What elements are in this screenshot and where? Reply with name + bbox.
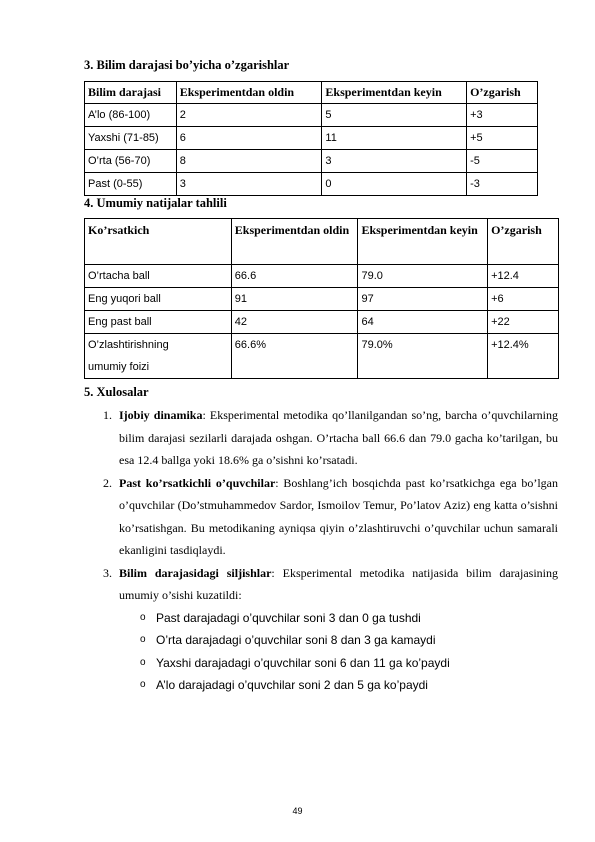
column-header: Eksperimentdan oldin [176, 82, 322, 104]
table-cell: 6 [176, 127, 322, 150]
table-cell: A’lo (86-100) [85, 104, 177, 127]
table-cell: O’rtacha ball [85, 265, 232, 288]
item-title: Bilim darajasidagi siljishlar [119, 565, 272, 580]
item-text: : Boshlang’ich bosqichda past ko’rsatkichga ega bo’lgan o’quvchilar (Do’stmuhammedov Sardor, Ismoilov Temur, Po’latov Aziz) eng katta o’sishni ko’rsatishgan. Bu metodikaning ayniqsa qiyin o’zlashtiruvchi o’quvchilar uchun samarali ekanligini tasdiqlaydi. [119, 475, 559, 557]
knowledge-level-table [84, 81, 538, 196]
table-cell: 5 [322, 104, 467, 127]
list-number: 2. [103, 475, 112, 490]
table-cell: 79.0% [358, 334, 488, 379]
conclusions-list [84, 404, 558, 697]
sub-item-text: O’rta darajadagi o’quvchilar soni 8 dan 3 ga kamaydi [156, 633, 436, 647]
table-cell: 91 [231, 288, 358, 311]
table-cell: 42 [231, 311, 358, 334]
table-cell: 79.0 [358, 265, 488, 288]
circle-bullet-icon: o [140, 679, 146, 690]
table-cell: +3 [467, 104, 538, 127]
table-row [85, 127, 538, 150]
item-title: Past ko’rsatkichli o’quvchilar [119, 475, 276, 490]
table-cell: 66.6% [231, 334, 358, 379]
table-cell: 97 [358, 288, 488, 311]
item-text: : Eksperimental metodika natijasida bilim darajasining umumiy o’sishi kuzatildi: [119, 565, 559, 602]
table-row [85, 173, 538, 196]
table-row [85, 150, 538, 173]
column-header: O’zgarish [467, 82, 538, 104]
column-header: Eksperimentdan oldin [231, 219, 358, 265]
table-cell: 3 [322, 150, 467, 173]
item-title: Ijobiy dinamika [119, 408, 203, 422]
column-header: Ko’rsatkich [85, 219, 232, 265]
column-header: Bilim darajasi [85, 82, 177, 104]
column-header: O’zgarish [488, 219, 559, 265]
sub-list-item [84, 629, 558, 652]
circle-bullet-icon: o [140, 656, 146, 668]
table-cell: 8 [176, 150, 322, 173]
table-cell: 2 [176, 104, 322, 127]
sub-list-item [84, 607, 558, 630]
list-number: 3. [103, 565, 112, 580]
table-cell: +12.4 [488, 265, 559, 288]
column-header: Eksperimentdan keyin [358, 219, 488, 265]
sub-list-item [84, 674, 558, 697]
table-cell: 3 [176, 173, 322, 196]
list-item [84, 472, 558, 562]
circle-bullet-icon: o [140, 611, 146, 623]
table-cell: -3 [467, 173, 538, 196]
table-cell: 64 [358, 311, 488, 334]
table-header-row [85, 219, 559, 265]
table-cell: +12.4% [488, 334, 559, 379]
item-text: : Eksperimental metodika qo’llanilgandan so’ng, barcha o’quvchilarning bilim darajasi sezilarli darajada oshgan. O’rtacha ball 66.6 dan 79.0 gacha ko’tarilgan, bu esa 12.4 ballga yoki 18.6% ga o’sishni ko’rsatadi. [119, 408, 558, 467]
table-row [85, 104, 538, 127]
list-item [84, 404, 558, 472]
sub-list-item [84, 652, 558, 675]
table-cell: O’rta (56-70) [85, 150, 177, 173]
sub-item-text: A’lo darajadagi o’quvchilar soni 2 dan 5 ga ko’paydi [156, 678, 428, 692]
section3-heading: 3. Bilim darajasi bo’yicha o’zgarishlar [84, 58, 290, 72]
sub-item-text: Past darajadagi o’quvchilar soni 3 dan 0 ga tushdi [156, 610, 421, 625]
table-cell: 0 [322, 173, 467, 196]
table-cell: Yaxshi (71-85) [85, 127, 177, 150]
table-cell: O’zlashtirishning umumiy foizi [85, 334, 232, 379]
table-cell: Eng past ball [85, 311, 232, 334]
sub-item-text: Yaxshi darajadagi o’quvchilar soni 6 dan 11 ga ko’paydi [156, 655, 450, 670]
table-cell: +22 [488, 311, 559, 334]
table-row [85, 265, 559, 288]
table-cell: +5 [467, 127, 538, 150]
table-cell: +6 [488, 288, 559, 311]
table-cell: -5 [467, 150, 538, 173]
table-cell: Eng yuqori ball [85, 288, 232, 311]
table-cell: 11 [322, 127, 467, 150]
list-number: 1. [103, 408, 112, 422]
overall-results-table [84, 218, 559, 379]
table-cell: 66.6 [231, 265, 358, 288]
table-row [85, 288, 559, 311]
section4-heading: 4. Umumiy natijalar tahlili [84, 196, 227, 210]
section5-heading: 5. Xulosalar [84, 385, 149, 399]
table-header-row [85, 82, 538, 104]
column-header: Eksperimentdan keyin [322, 82, 467, 104]
table-cell: Past (0-55) [85, 173, 177, 196]
circle-bullet-icon: o [140, 634, 146, 645]
table-row [85, 334, 559, 379]
list-item [84, 562, 558, 607]
page-number: 49 [292, 806, 303, 816]
table-row [85, 311, 559, 334]
